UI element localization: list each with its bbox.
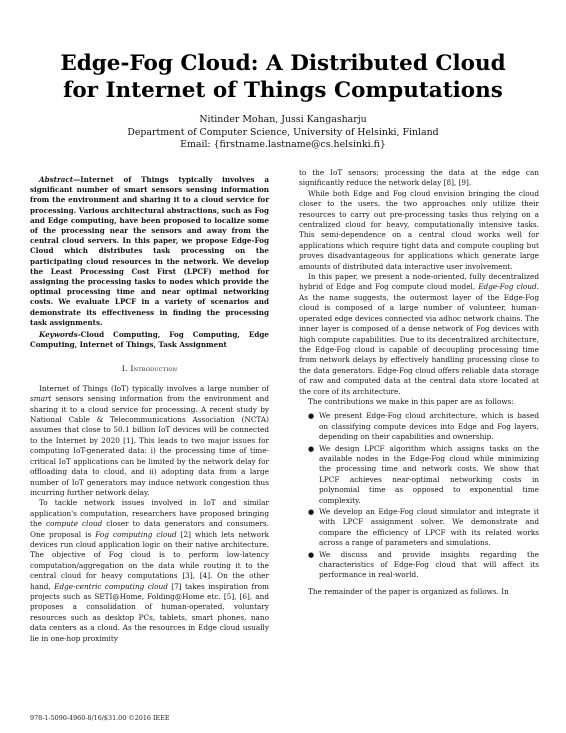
list-item xyxy=(308,443,539,506)
text-run: sensors sensing information from the environment and sharing it to a cloud service for processing. A recent study by National Cable & Telecommunications Association (NCTA) assumes that close to 50.1 billion IoT devices will be connected to the Internet by 2020 [1]. This leads to two major issues for computing IoT-generated data: i) the processing time of time-critical IoT applications can be limited by the network delay for offloading data to cloud, and ii) adopting data from a large number of IoT generators may induce network congestion thus incurring further network delay. xyxy=(30,394,269,497)
text-run: Internet of Things (IoT) typically involves a large number of xyxy=(39,383,269,393)
text-run: [7] takes inspiration from projects such as SETI@Home, Folding@Home etc. [5], [6], and proposes a consolidation of human-operated, voluntary resources such as desktop PCs, tablets, smart phones, nano data centers as a cloud. As the resources in Edge cloud usually lie in one-hop proximity xyxy=(30,581,269,643)
intro-paragraph-continued: to the IoT sensors; processing the data at the edge can significantly reduce the network delay [8], [9]. xyxy=(299,168,539,188)
keywords xyxy=(30,330,269,350)
intro-paragraph-1 xyxy=(30,384,269,498)
intro-paragraph-3: While both Edge and Fog cloud envision bringing the cloud closer to the users, the two approaches only utilize their resources to carry out pre-processing tasks thus relying on a centralized cloud for heavy, computationally intensive tasks. This semi-dependence on a central cloud works well for applications which require tight data and compute coupling but proves disadvantageous for applications which generate large amounts of distributed data interactive user involvement. xyxy=(299,188,539,271)
abstract-text: —Internet of Things typically involves a significant number of smart sensors sensing information from the environment and sharing it to a cloud service for processing. Various architectural abstractions, such as Fog and Edge computing, have been proposed to localize some of the processing near the sensors and away from the central cloud servers. In this paper, we propose Edge-Fog Cloud which distributes task processing on the participating cloud resources in the network. We develop the Least Processing Cost First (LPCF) method for assigning the processing tasks to nodes which provide the optimal processing time and near optimal networking costs. We evaluate LPCF in a variety of scenarios and demonstrate its effectiveness in finding the processing task assignments. xyxy=(30,175,269,327)
keywords-label: Keywords xyxy=(39,330,78,340)
text-run: . As the name suggests, the outermost layer of the Edge-Fog cloud is composed of a large number of volunteer, human-operated edge devices connected via adhoc network chains. The inner layer is composed of a dense network of Fog devices with high compute capabilities. Due to its decentralized architecture, the Edge-Fog cloud is capable of decoupling processing time from network delays by effectively handling processing close to the data generators. Edge-Fog cloud offers reliable data storage of raw and computed data at the central data store located at the core of its architecture. xyxy=(299,282,539,396)
text-run: In this paper, we present a node-oriented, fully decentralized hybrid of Edge and Fog compute cloud model, xyxy=(299,272,539,292)
text-emphasis: Fog computing cloud xyxy=(95,529,177,539)
intro-paragraph-2 xyxy=(30,498,269,644)
list-item-text: We design LPCF algorithm which assigns tasks on the available nodes in the Edge-Fog cloud while minimizing the processing time and network costs. We show that LPCF achieves near-optimal networking costs in polynomial time as opposed to exponential time complexity. xyxy=(319,443,539,505)
bullet-icon: ● xyxy=(308,508,315,516)
contributions-list xyxy=(299,411,539,581)
abstract-label: Abstract xyxy=(39,175,74,184)
bullet-icon: ● xyxy=(308,444,315,453)
right-column xyxy=(299,168,539,597)
text-emphasis: smart xyxy=(30,394,52,404)
author-email: Email: {firstname.lastname@cs.helsinki.fi} xyxy=(180,139,386,150)
intro-paragraph-4 xyxy=(299,272,539,397)
list-item-text: We discuss and provide insights regarding the characteristics of Edge-Fog cloud that will affect its performance in real-world. xyxy=(319,549,539,580)
keywords-text: -Cloud Computing, Fog Computing, Edge Computing, Internet of Things, Task Assignment xyxy=(30,330,269,350)
list-item xyxy=(308,549,539,581)
list-item-text: We develop an Edge-Fog cloud simulator and integrate it with LPCF assignment solver. We demonstrate and compare the efficiency of LPCF with its related works across a range of parameters and simulations. xyxy=(319,507,539,548)
bullet-icon: ● xyxy=(308,412,315,421)
intro-paragraph-5: The remainder of the paper is organized as follows. In xyxy=(308,586,509,596)
text-run: To tackle network issues involved in IoT and similar application's computation, researchers have proposed bringing the xyxy=(30,498,269,529)
abstract xyxy=(30,175,269,328)
left-column xyxy=(30,175,269,644)
author-block xyxy=(40,114,526,152)
author-affiliation: Department of Computer Science, University of Helsinki, Finland xyxy=(127,126,439,138)
section-number: I. xyxy=(121,364,128,374)
paper-title: Edge-Fog Cloud: A Distributed Cloud for Internet of Things Computations xyxy=(60,51,506,103)
contributions-intro: The contributions we make in this paper are as follows: xyxy=(308,396,514,406)
section-title: Introduction xyxy=(130,364,178,374)
bullet-icon: ● xyxy=(308,550,315,559)
section-heading-introduction xyxy=(30,364,269,374)
text-emphasis: Edge-centric computing cloud xyxy=(54,581,168,591)
list-item xyxy=(308,507,539,549)
text-emphasis: Edge-Fog cloud xyxy=(478,282,537,292)
text-run: closer to data generators and consumers. One proposal is xyxy=(30,519,269,539)
text-run: [2] which lets network devices run cloud application logic on their native architecture. The objective of Fog cloud is to perform low-latency computation/aggregation on the data while routing it to the central cloud for heavy computations [3], [4]. On the other hand, xyxy=(30,529,269,591)
author-names: Nitinder Mohan, Jussi Kangasharju xyxy=(199,114,367,125)
list-item xyxy=(308,411,539,442)
text-emphasis: compute cloud xyxy=(46,519,103,529)
copyright-footer: 978-1-5090-4960-8/16/$31.00 ©2016 IEEE xyxy=(30,714,170,722)
list-item-text: We present Edge-Fog cloud architecture, which is based on classifying compute devices into Edge and Fog layers, depending on their capabilities and ownership. xyxy=(319,411,539,442)
